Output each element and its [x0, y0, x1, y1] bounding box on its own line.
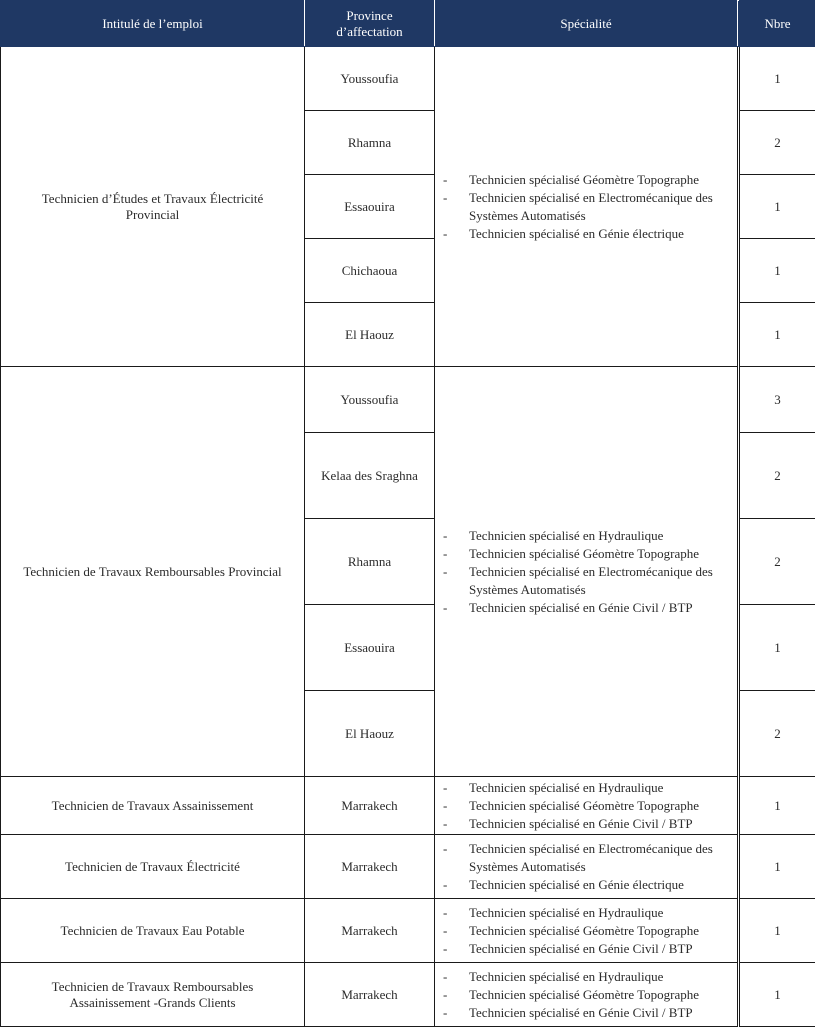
table-row — [1, 899, 815, 963]
specialty-item: - Technicien spécialisé Géomètre Topographe — [441, 986, 731, 1004]
table-row — [1, 835, 815, 899]
specialty-item: - Technicien spécialisé en Hydraulique — [441, 968, 731, 986]
specialty-item: - Technicien spécialisé en Génie électrique — [441, 876, 731, 894]
job-title-cell: Technicien d’Études et Travaux Électricité Provincial — [1, 47, 305, 367]
specialty-item: - Technicien spécialisé en Electromécanique des Systèmes Automatisés — [441, 563, 731, 599]
province-cell: Rhamna — [305, 111, 435, 175]
job-title-cell: Technicien de Travaux Remboursables Assainissement -Grands Clients — [1, 963, 305, 1027]
job-title-cell: Technicien de Travaux Électricité — [1, 835, 305, 899]
count-cell: 1 — [740, 899, 815, 963]
count-cell: 2 — [740, 111, 815, 175]
specialty-item: - Technicien spécialisé en Electromécanique des Systèmes Automatisés — [441, 840, 731, 876]
specialty-item: - Technicien spécialisé Géomètre Topographe — [441, 171, 731, 189]
specialty-list — [441, 840, 731, 894]
province-cell: Youssoufia — [305, 47, 435, 111]
province-cell: Youssoufia — [305, 367, 435, 433]
specialty-item: - Technicien spécialisé en Génie Civil / BTP — [441, 1004, 731, 1022]
province-cell: El Haouz — [305, 303, 435, 367]
job-title-cell: Technicien de Travaux Assainissement — [1, 777, 305, 835]
specialty-item: - Technicien spécialisé en Génie Civil / BTP — [441, 940, 731, 958]
count-cell: 1 — [740, 239, 815, 303]
count-cell: 2 — [740, 519, 815, 605]
specialty-cell — [435, 47, 738, 367]
table-row — [1, 963, 815, 1027]
specialty-list — [441, 779, 731, 833]
specialty-list — [441, 904, 731, 958]
count-cell: 2 — [740, 691, 815, 777]
province-cell: Marrakech — [305, 963, 435, 1027]
header-province: Province d’affectation — [305, 1, 435, 47]
specialty-item: - Technicien spécialisé en Hydraulique — [441, 904, 731, 922]
table-row — [1, 777, 815, 835]
specialty-item: - Technicien spécialisé en Hydraulique — [441, 779, 731, 797]
count-cell: 1 — [740, 47, 815, 111]
specialty-list — [441, 968, 731, 1022]
count-cell: 3 — [740, 367, 815, 433]
count-cell: 2 — [740, 433, 815, 519]
specialty-cell — [435, 367, 738, 777]
province-cell: Marrakech — [305, 835, 435, 899]
specialty-list — [441, 171, 731, 243]
specialty-cell — [435, 899, 738, 963]
count-cell: 1 — [740, 175, 815, 239]
specialty-item: - Technicien spécialisé Géomètre Topographe — [441, 922, 731, 940]
province-cell: Marrakech — [305, 899, 435, 963]
table-row — [1, 47, 815, 111]
province-cell: Kelaa des Sraghna — [305, 433, 435, 519]
province-cell: Marrakech — [305, 777, 435, 835]
count-cell: 1 — [740, 963, 815, 1027]
province-cell: Rhamna — [305, 519, 435, 605]
province-cell: El Haouz — [305, 691, 435, 777]
job-title-cell: Technicien de Travaux Eau Potable — [1, 899, 305, 963]
specialty-cell — [435, 777, 738, 835]
specialty-item: - Technicien spécialisé Géomètre Topographe — [441, 545, 731, 563]
specialty-item: - Technicien spécialisé Géomètre Topographe — [441, 797, 731, 815]
count-cell: 1 — [740, 303, 815, 367]
header-count: Nbre — [740, 1, 815, 47]
specialty-item: - Technicien spécialisé en Génie Civil / BTP — [441, 599, 731, 617]
specialty-list — [441, 527, 731, 617]
header-job-title: Intitulé de l’emploi — [1, 1, 305, 47]
province-cell: Essaouira — [305, 605, 435, 691]
table-row — [1, 367, 815, 433]
specialty-item: - Technicien spécialisé en Génie Civil / BTP — [441, 815, 731, 833]
header-specialty: Spécialité — [435, 1, 738, 47]
count-cell: 1 — [740, 605, 815, 691]
specialty-cell — [435, 835, 738, 899]
province-cell: Chichaoua — [305, 239, 435, 303]
specialty-item: - Technicien spécialisé en Génie électrique — [441, 225, 731, 243]
specialty-cell — [435, 963, 738, 1027]
specialty-item: - Technicien spécialisé en Hydraulique — [441, 527, 731, 545]
count-cell: 1 — [740, 835, 815, 899]
specialty-item: - Technicien spécialisé en Electromécanique des Systèmes Automatisés — [441, 189, 731, 225]
job-title-cell: Technicien de Travaux Remboursables Provincial — [1, 367, 305, 777]
table-body — [1, 47, 815, 1027]
province-cell: Essaouira — [305, 175, 435, 239]
count-cell: 1 — [740, 777, 815, 835]
table-header-row — [1, 1, 815, 47]
